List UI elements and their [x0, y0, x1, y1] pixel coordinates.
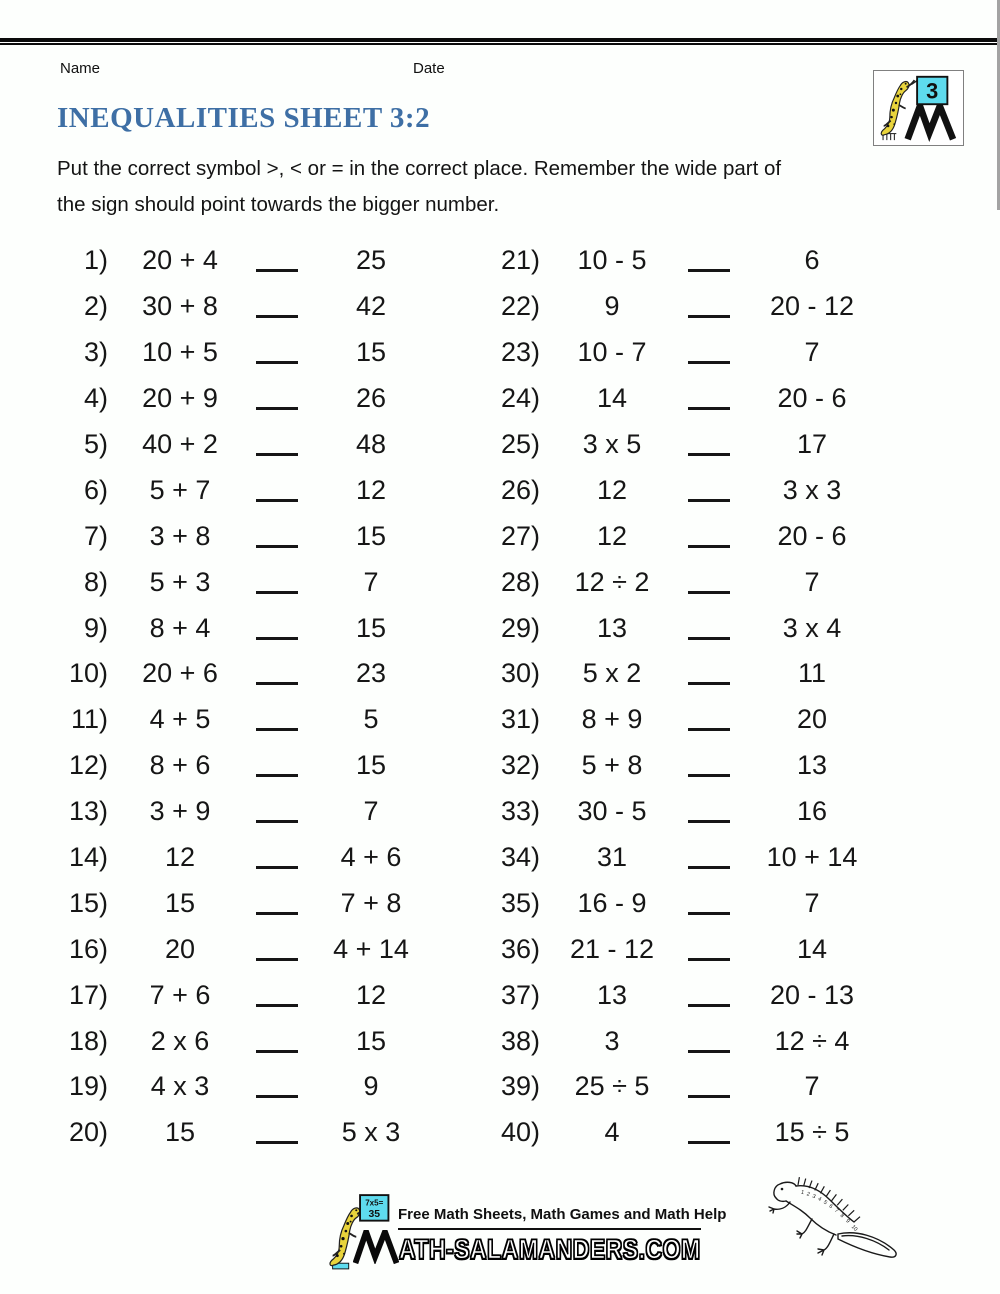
- problem-left-expression: 5 + 8: [581, 750, 643, 781]
- page-title: INEQUALITIES SHEET 3:2: [57, 102, 431, 134]
- answer-blank: [688, 361, 730, 364]
- problem-number: 36): [500, 933, 540, 964]
- answer-blank: [256, 407, 298, 410]
- answer-blank: [256, 269, 298, 272]
- footer-card-answer: 35: [368, 1208, 381, 1220]
- problem-left-expression: 5 + 3: [149, 566, 211, 597]
- problem-right-expression: 26: [355, 383, 387, 414]
- problem-number: 1): [83, 245, 108, 276]
- problem-number: 34): [500, 842, 540, 873]
- problem-number: 37): [500, 979, 540, 1010]
- problem-left-expression: 5 x 2: [582, 658, 642, 689]
- problem-left-expression: 10 - 7: [577, 337, 647, 368]
- answer-blank: [256, 682, 298, 685]
- problem-right-expression: 20 - 6: [777, 520, 847, 551]
- answer-blank: [256, 361, 298, 364]
- problem-number: 20): [68, 1117, 108, 1148]
- problem-number: 25): [500, 429, 540, 459]
- grade-logo-box: [873, 70, 964, 146]
- problem-number: 7): [83, 520, 108, 551]
- top-divider-rule: [0, 38, 1000, 45]
- problem-left-expression: 20 + 4: [142, 245, 218, 276]
- answer-blank: [256, 453, 298, 456]
- problem-number: 39): [500, 1071, 540, 1102]
- problem-number: 33): [500, 796, 540, 827]
- problem-right-expression: 12: [355, 474, 387, 505]
- problem-left-expression: 3: [604, 1025, 620, 1056]
- problem-left-expression: 16 - 9: [577, 887, 647, 918]
- salamander-grade-logo-icon: [877, 73, 961, 143]
- problem-right-expression: 20: [796, 704, 828, 735]
- problem-left-expression: 3 x 5: [582, 429, 642, 459]
- problem-left-expression: 12: [596, 520, 628, 551]
- lizard-numbers: [800, 1190, 858, 1233]
- problem-left-expression: 4 x 3: [150, 1071, 210, 1102]
- problem-number: 38): [500, 1025, 540, 1056]
- problem-right-expression: 7: [804, 1071, 820, 1102]
- problem-number: 28): [500, 566, 540, 597]
- problem-left-expression: 4: [604, 1117, 620, 1148]
- answer-blank: [256, 1095, 298, 1098]
- problem-right-expression: 20 - 12: [769, 291, 855, 322]
- problem-number: 23): [500, 337, 540, 368]
- answer-blank: [688, 315, 730, 318]
- problem-right-expression: 7: [363, 566, 379, 597]
- problem-right-expression: 7: [804, 887, 820, 918]
- problem-left-expression: 15: [164, 1117, 196, 1148]
- problem-number: 13): [68, 796, 108, 827]
- problem-number: 32): [500, 750, 540, 781]
- instructions-line-2: the sign should point towards the bigger number.: [57, 192, 500, 216]
- problem-right-expression: 3 x 4: [782, 612, 842, 643]
- problem-number: 15): [68, 887, 108, 918]
- answer-blank: [688, 545, 730, 548]
- answer-blank: [256, 912, 298, 915]
- answer-blank: [256, 545, 298, 548]
- svg-text:4: 4: [816, 1196, 823, 1203]
- problem-number: 19): [68, 1071, 108, 1102]
- problem-left-expression: 31: [596, 842, 628, 873]
- problem-left-expression: 2 x 6: [150, 1025, 210, 1056]
- problem-left-expression: 21 - 12: [569, 933, 655, 964]
- numbered-salamander-sketch-icon: [766, 1172, 906, 1268]
- problem-right-expression: 15 ÷ 5: [774, 1117, 850, 1148]
- problem-right-expression: 42: [355, 291, 387, 322]
- problem-left-expression: 4 + 5: [149, 704, 211, 735]
- problem-left-expression: 10 - 5: [577, 245, 647, 276]
- answer-blank: [256, 774, 298, 777]
- grade-badge-number: 3: [925, 78, 938, 104]
- problem-left-expression: 12: [164, 842, 196, 873]
- problem-left-expression: 15: [164, 887, 196, 918]
- instructions: [57, 151, 937, 222]
- svg-text:10: 10: [849, 1224, 859, 1233]
- answer-blank: [688, 453, 730, 456]
- answer-blank: [256, 637, 298, 640]
- svg-text:6: 6: [827, 1203, 834, 1211]
- problem-number: 11): [70, 704, 108, 735]
- problem-left-expression: 20 + 9: [142, 383, 218, 414]
- svg-text:8: 8: [838, 1212, 845, 1220]
- problem-number: 12): [68, 750, 108, 781]
- problem-left-expression: 20 + 6: [142, 658, 218, 689]
- problem-right-expression: 14: [796, 933, 828, 964]
- problem-left-expression: 8 + 4: [149, 612, 211, 643]
- problem-left-expression: 10 + 5: [142, 337, 218, 368]
- svg-text:3: 3: [811, 1193, 817, 1201]
- problem-left-expression: 12: [596, 474, 628, 505]
- problem-right-expression: 20 - 6: [777, 383, 847, 414]
- problem-right-expression: 16: [796, 796, 828, 827]
- problem-right-expression: 15: [355, 1025, 387, 1056]
- problem-left-expression: 14: [596, 383, 628, 414]
- answer-blank: [256, 1050, 298, 1053]
- problems-column-right: [490, 238, 890, 1156]
- answer-blank: [256, 820, 298, 823]
- problem-number: 8): [83, 566, 108, 597]
- problem-number: 27): [500, 520, 540, 551]
- problem-number: 6): [83, 474, 108, 505]
- svg-text:5: 5: [822, 1199, 828, 1207]
- answer-blank: [688, 407, 730, 410]
- problem-right-expression: 11: [797, 658, 827, 689]
- problem-number: 16): [68, 933, 108, 964]
- problem-right-expression: 15: [355, 750, 387, 781]
- svg-text:1: 1: [800, 1189, 805, 1197]
- answer-blank: [688, 774, 730, 777]
- problem-right-expression: 23: [355, 658, 387, 689]
- answer-blank: [688, 269, 730, 272]
- problem-right-expression: 17: [796, 429, 828, 459]
- problem-number: 14): [68, 842, 108, 873]
- answer-blank: [688, 1004, 730, 1007]
- problem-right-expression: 7: [363, 796, 379, 827]
- problem-left-expression: 13: [596, 979, 628, 1010]
- wordmark-text: ATH-SALAMANDERS.COM: [399, 1233, 701, 1265]
- problem-right-expression: 12: [355, 979, 387, 1010]
- problem-left-expression: 3 + 9: [149, 796, 211, 827]
- problem-left-expression: 5 + 7: [149, 474, 211, 505]
- footer-divider-rule: [398, 1228, 701, 1230]
- problem-left-expression: 30 - 5: [577, 796, 647, 827]
- instructions-line-1: Put the correct symbol >, < or = in the correct place. Remember the wide part of: [57, 157, 782, 180]
- problem-right-expression: 7: [804, 337, 820, 368]
- problem-number: 10): [68, 658, 108, 689]
- problem-right-expression: 25: [355, 245, 387, 276]
- answer-blank: [688, 866, 730, 869]
- svg-text:2: 2: [805, 1191, 811, 1198]
- problem-number: 4): [83, 383, 108, 414]
- problem-right-expression: 9: [363, 1071, 379, 1102]
- problem-number: 29): [500, 612, 540, 643]
- problem-right-expression: 5: [363, 704, 379, 735]
- problem-number: 26): [500, 474, 540, 505]
- answer-blank: [256, 315, 298, 318]
- problem-number: 21): [500, 245, 540, 276]
- answer-blank: [688, 912, 730, 915]
- problem-left-expression: 30 + 8: [142, 291, 218, 322]
- problem-right-expression: 10 + 14: [766, 842, 858, 873]
- answer-blank: [688, 1050, 730, 1053]
- answer-blank: [256, 728, 298, 731]
- answer-blank: [256, 499, 298, 502]
- problem-number: 40): [500, 1117, 540, 1148]
- problem-right-expression: 20 - 13: [769, 979, 855, 1010]
- problem-right-expression: 3 x 3: [782, 474, 842, 505]
- problem-right-expression: 12 ÷ 4: [774, 1025, 850, 1056]
- problem-right-expression: 13: [796, 750, 828, 781]
- problem-number: 22): [500, 291, 540, 322]
- footer-card-equation: 7x5=: [365, 1198, 384, 1208]
- problem-left-expression: 12 ÷ 2: [574, 566, 650, 597]
- answer-blank: [688, 820, 730, 823]
- answer-blank: [256, 591, 298, 594]
- problem-left-expression: 8 + 6: [149, 750, 211, 781]
- problem-right-expression: 15: [355, 612, 387, 643]
- problem-right-expression: 48: [355, 429, 387, 459]
- answer-blank: [688, 591, 730, 594]
- problem-left-expression: 7 + 6: [149, 979, 211, 1010]
- problem-number: 31): [500, 704, 540, 735]
- problem-right-expression: 15: [355, 520, 387, 551]
- problem-right-expression: 6: [804, 245, 820, 276]
- answer-blank: [688, 728, 730, 731]
- svg-text:7: 7: [833, 1207, 840, 1215]
- problem-number: 5): [83, 429, 108, 459]
- problem-left-expression: 13: [596, 612, 628, 643]
- answer-blank: [256, 1004, 298, 1007]
- problem-left-expression: 9: [604, 291, 620, 322]
- problem-right-expression: 7: [804, 566, 820, 597]
- problem-number: 18): [68, 1025, 108, 1056]
- name-field-label: Name: [60, 60, 101, 77]
- wordmark-m-icon: [353, 1230, 399, 1264]
- problem-left-expression: 3 + 8: [149, 520, 211, 551]
- answer-blank: [688, 499, 730, 502]
- problem-number: 17): [68, 979, 108, 1010]
- problem-right-expression: 4 + 6: [340, 842, 402, 873]
- answer-blank: [256, 1141, 298, 1144]
- problem-number: 24): [500, 383, 540, 414]
- problem-left-expression: 8 + 9: [581, 704, 643, 735]
- answer-blank: [256, 866, 298, 869]
- date-field-label: Date: [413, 60, 445, 77]
- answer-blank: [688, 637, 730, 640]
- problem-right-expression: 15: [355, 337, 387, 368]
- problem-left-expression: 25 ÷ 5: [574, 1071, 650, 1102]
- problems-column-left: [58, 238, 440, 1156]
- answer-blank: [688, 958, 730, 961]
- problem-number: 30): [500, 658, 540, 689]
- problem-right-expression: 5 x 3: [341, 1117, 401, 1148]
- problem-number: 2): [83, 291, 108, 322]
- footer-tagline: Free Math Sheets, Math Games and Math Help: [398, 1206, 727, 1223]
- problem-left-expression: 20: [164, 933, 196, 964]
- svg-text:9: 9: [844, 1218, 851, 1225]
- answer-blank: [688, 1095, 730, 1098]
- problem-number: 3): [83, 337, 108, 368]
- answer-blank: [256, 958, 298, 961]
- math-salamanders-logo: [326, 1190, 727, 1280]
- answer-blank: [688, 1141, 730, 1144]
- problem-number: 9): [83, 612, 108, 643]
- problem-number: 35): [500, 887, 540, 918]
- problem-right-expression: 7 + 8: [340, 887, 402, 918]
- problem-right-expression: 4 + 14: [333, 933, 409, 964]
- problem-left-expression: 40 + 2: [142, 429, 218, 459]
- answer-blank: [688, 682, 730, 685]
